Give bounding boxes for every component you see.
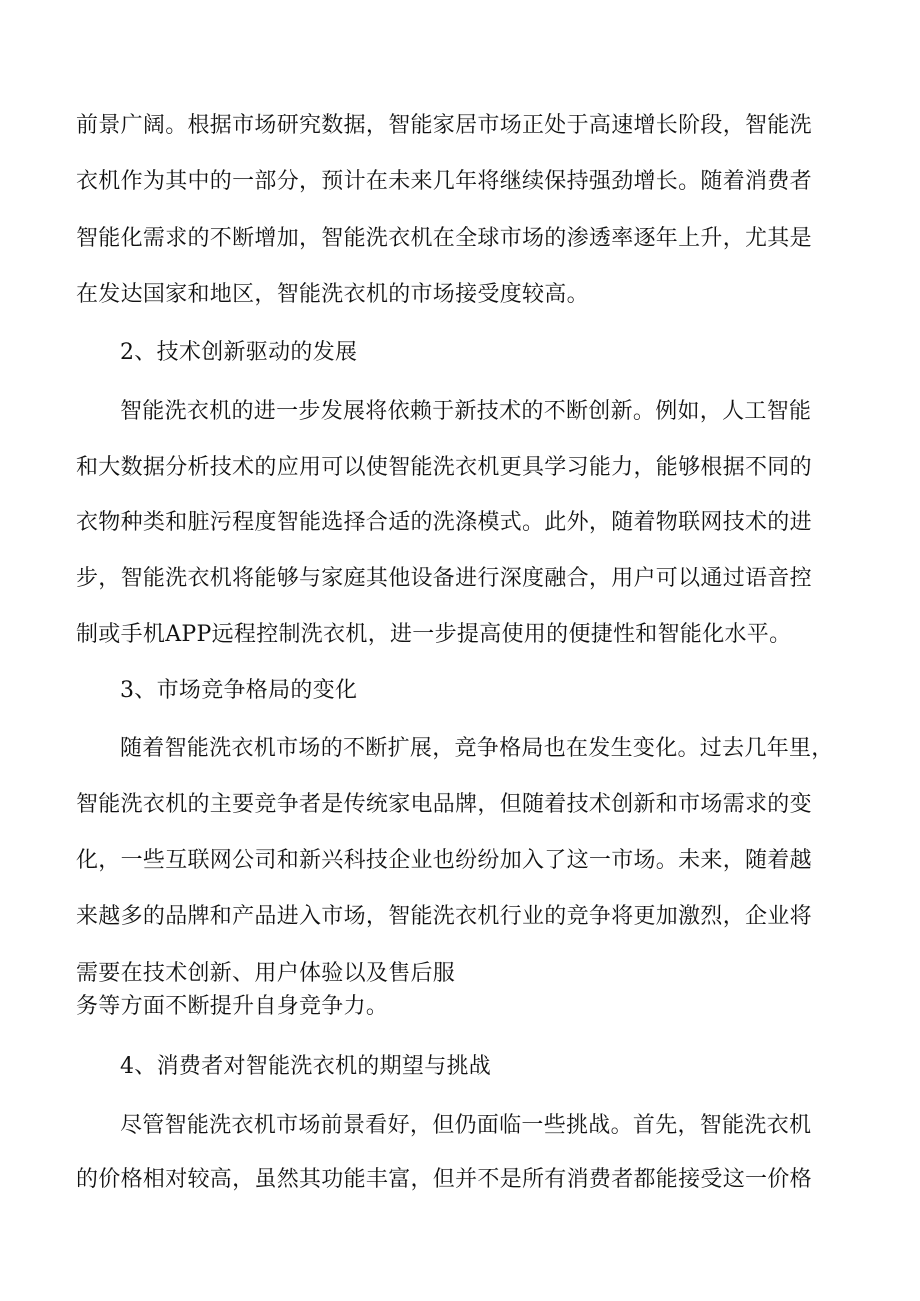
paragraph-line: 衣物种类和脏污程度智能选择合适的洗涤模式。此外，随着物联网技术的进	[76, 510, 812, 535]
section-heading: 2、技术创新驱动的发展	[120, 340, 358, 365]
paragraph-line: 尽管智能洗衣机市场前景看好，但仍面临一些挑战。首先，智能洗衣机	[120, 1113, 812, 1138]
section-heading: 4、消费者对智能洗衣机的期望与挑战	[120, 1054, 492, 1079]
paragraph-line: 智能化需求的不断增加，智能洗衣机在全球市场的渗透率逐年上升，尤其是	[76, 226, 812, 251]
paragraph-line: 务等方面不断提升自身竞争力。	[76, 994, 389, 1019]
paragraph-line: 前景广阔。根据市场研究数据，智能家居市场正处于高速增长阶段，智能洗	[76, 113, 812, 138]
section-heading: 3、市场竞争格局的变化	[120, 678, 358, 703]
paragraph-line: 和大数据分析技术的应用可以使智能洗衣机更具学习能力，能够根据不同的	[76, 455, 812, 480]
paragraph-line: 需要在技术创新、用户体验以及售后服	[76, 961, 456, 986]
paragraph-line: 随着智能洗衣机市场的不断扩展，竞争格局也在发生变化。过去几年里，	[120, 736, 834, 761]
paragraph-line: 的价格相对较高，虽然其功能丰富，但并不是所有消费者都能接受这一价格	[76, 1167, 812, 1192]
paragraph-line: 智能洗衣机的进一步发展将依赖于新技术的不断创新。例如，人工智能	[120, 399, 812, 424]
paragraph-line: 制或手机APP远程控制洗衣机，进一步提高使用的便捷性和智能化水平。	[76, 622, 792, 647]
paragraph-line: 来越多的品牌和产品进入市场，智能洗衣机行业的竞争将更加激烈，企业将	[76, 904, 812, 929]
paragraph-line: 化，一些互联网公司和新兴科技企业也纷纷加入了这一市场。未来，随着越	[76, 848, 812, 873]
paragraph-line: 衣机作为其中的一部分，预计在未来几年将继续保持强劲增长。随着消费者	[76, 169, 812, 194]
paragraph-line: 步，智能洗衣机将能够与家庭其他设备进行深度融合，用户可以通过语音控	[76, 566, 812, 591]
paragraph-line: 在发达国家和地区，智能洗衣机的市场接受度较高。	[76, 282, 589, 307]
paragraph-line: 智能洗衣机的主要竞争者是传统家电品牌，但随着技术创新和市场需求的变	[76, 792, 812, 817]
